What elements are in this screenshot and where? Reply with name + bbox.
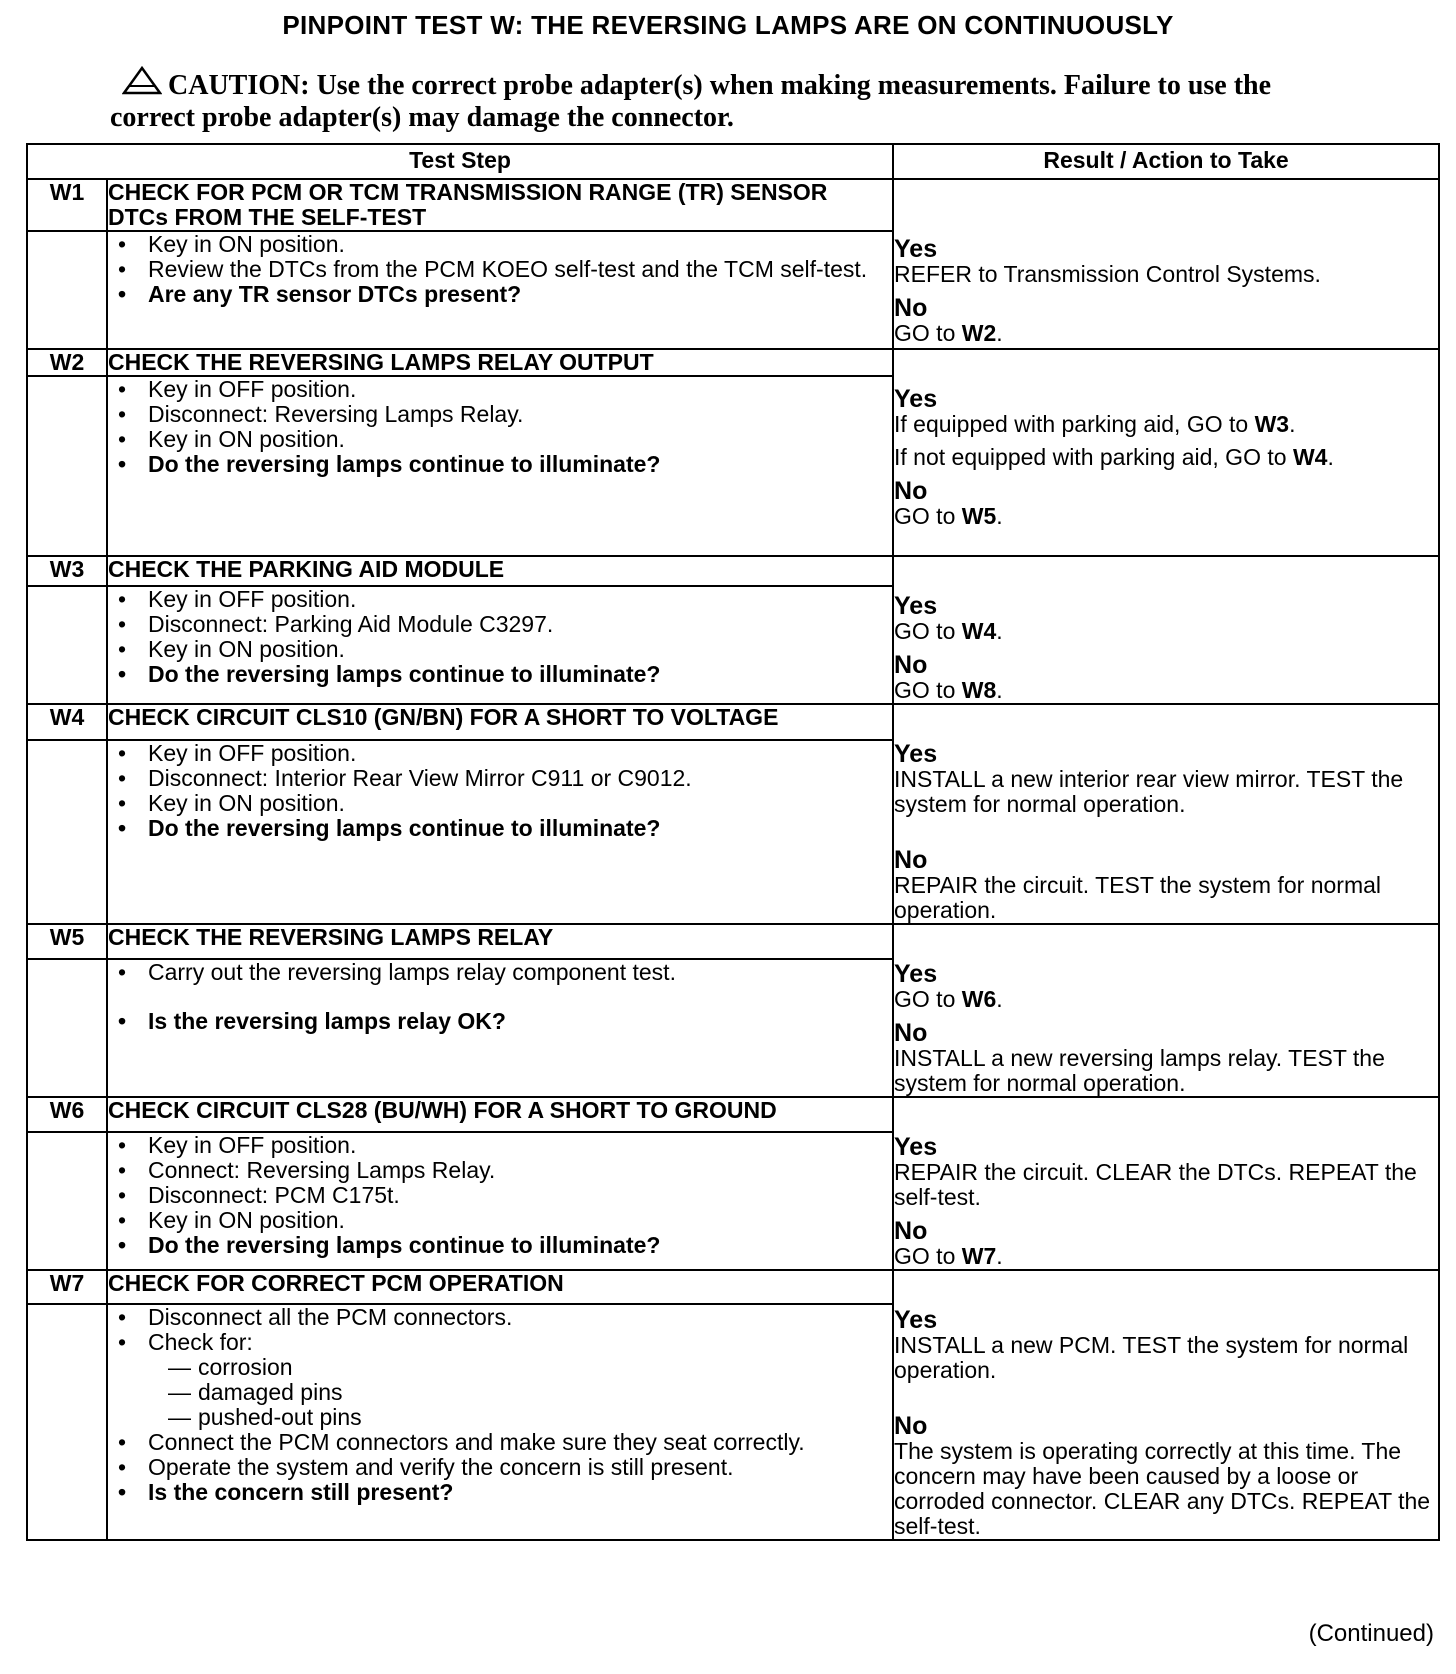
list-item: • Connect the PCM connectors and make sure they seat correctly. <box>118 1429 805 1455</box>
no-label: No <box>894 1412 928 1440</box>
step-title: CHECK THE PARKING AID MODULE <box>107 556 893 586</box>
step-title: CHECK CIRCUIT CLS28 (BU/WH) FOR A SHORT TO GROUND <box>107 1097 893 1132</box>
step-body <box>107 1304 893 1540</box>
yes-text: INSTALL a new interior rear view mirror. TEST the system for normal operation. <box>894 766 1404 817</box>
list-item: • Carry out the reversing lamps relay component test. <box>118 959 676 985</box>
caution-text: Use the correct probe adapter(s) when making measurements. Failure to use the correct probe adapter(s) may damage the connector. <box>110 70 1272 133</box>
list-item: • Are any TR sensor DTCs present? <box>118 281 522 307</box>
step-id: W6 <box>27 1097 107 1132</box>
step-result <box>893 924 1439 1097</box>
yes-label: Yes <box>894 1133 938 1161</box>
yes-label: Yes <box>894 592 938 620</box>
list-item: • Disconnect: Reversing Lamps Relay. <box>118 401 524 427</box>
list-item: • Do the reversing lamps continue to illuminate? <box>118 815 661 841</box>
no-text: GO to W5. <box>894 503 1003 529</box>
no-label: No <box>894 846 928 874</box>
step-w1-title-row <box>27 179 1439 231</box>
list-item: • Do the reversing lamps continue to illuminate? <box>118 1232 661 1258</box>
no-label: No <box>894 1019 928 1047</box>
step-body <box>107 959 893 1097</box>
yes-label: Yes <box>894 385 938 413</box>
list-item: • Key in ON position. <box>118 636 345 662</box>
no-text: REPAIR the circuit. TEST the system for normal operation. <box>894 872 1382 923</box>
sub-list-item: — pushed-out pins <box>168 1404 362 1430</box>
step-id: W5 <box>27 924 107 959</box>
yes-text: GO to W6. <box>894 986 1003 1012</box>
list-item: • Disconnect: Parking Aid Module C3297. <box>118 611 554 637</box>
step-body <box>107 586 893 704</box>
step-title: CHECK CIRCUIT CLS10 (GN/BN) FOR A SHORT TO VOLTAGE <box>107 704 893 740</box>
header-test-step: Test Step <box>27 144 893 179</box>
list-item: • Do the reversing lamps continue to illuminate? <box>118 661 661 687</box>
list-item: • Is the reversing lamps relay OK? <box>118 1008 506 1034</box>
warning-triangle-icon <box>122 66 162 96</box>
header-result: Result / Action to Take <box>893 144 1439 179</box>
yes-label: Yes <box>894 740 938 768</box>
table-header-row <box>27 144 1439 179</box>
no-label: No <box>894 294 928 322</box>
step-id: W1 <box>27 179 107 231</box>
no-text: GO to W8. <box>894 677 1003 703</box>
step-result <box>893 556 1439 704</box>
list-item: • Check for: — corrosion — damaged pins — pushed-out pins <box>108 1330 892 1430</box>
step-id: W4 <box>27 704 107 740</box>
step-title: CHECK THE REVERSING LAMPS RELAY OUTPUT <box>107 349 893 376</box>
no-label: No <box>894 477 928 505</box>
step-title: CHECK FOR PCM OR TCM TRANSMISSION RANGE (TR) SENSOR DTCs FROM THE SELF-TEST <box>107 179 893 231</box>
no-label: No <box>894 651 928 679</box>
yes-text: GO to W4. <box>894 618 1003 644</box>
continued-label: (Continued) <box>1308 1620 1434 1647</box>
list-item: • Key in OFF position. <box>118 740 357 766</box>
step-title: CHECK FOR CORRECT PCM OPERATION <box>107 1270 893 1304</box>
step-id: W3 <box>27 556 107 586</box>
step-ref: W2 <box>961 320 997 346</box>
step-w7-title-row <box>27 1270 1439 1304</box>
step-id: W7 <box>27 1270 107 1304</box>
step-id: W2 <box>27 349 107 376</box>
yes-label: Yes <box>894 235 938 263</box>
step-w4-title-row <box>27 704 1439 740</box>
list-item: • Review the DTCs from the PCM KOEO self-test and the TCM self-test. <box>118 256 868 282</box>
step-w5-title-row <box>27 924 1439 959</box>
yes-text: REFER to Transmission Control Systems. <box>894 261 1321 287</box>
step-result <box>893 704 1439 924</box>
no-label: No <box>894 1217 928 1245</box>
step-body <box>107 231 893 349</box>
no-text: GO to W7. <box>894 1243 1003 1269</box>
yes-text: INSTALL a new PCM. TEST the system for normal operation. <box>894 1332 1409 1383</box>
step-w6-title-row <box>27 1097 1439 1132</box>
list-item: • Key in ON position. <box>118 790 345 816</box>
step-body <box>107 1132 893 1270</box>
step-w2-title-row <box>27 349 1439 376</box>
page-title: PINPOINT TEST W: THE REVERSING LAMPS ARE ON CONTINUOUSLY <box>282 10 1174 40</box>
step-result <box>893 349 1439 556</box>
list-item: • Key in OFF position. <box>118 1132 357 1158</box>
list-item: • Key in OFF position. <box>118 586 357 612</box>
sub-list-item: — damaged pins <box>168 1379 343 1405</box>
yes-label: Yes <box>894 960 938 988</box>
list-item: • Disconnect: PCM C175t. <box>118 1182 400 1208</box>
caution-label: CAUTION: <box>168 70 310 101</box>
step-result <box>893 179 1439 349</box>
caution-notice <box>110 66 1350 134</box>
list-item: • Operate the system and verify the concern is still present. <box>118 1454 734 1480</box>
no-text: GO to W2. <box>894 320 1003 346</box>
step-w3-title-row <box>27 556 1439 586</box>
list-item: • Connect: Reversing Lamps Relay. <box>118 1157 496 1183</box>
list-item: • Key in ON position. <box>118 426 345 452</box>
list-item: • Key in OFF position. <box>118 376 357 402</box>
no-text: The system is operating correctly at this time. The concern may have been caused by a loose or corroded connector. CLEAR any DTCs. REPEAT the self-test. <box>894 1438 1431 1539</box>
sub-list-item: — corrosion <box>168 1354 293 1380</box>
list-item: • Key in ON position. <box>118 231 345 257</box>
list-item: • Disconnect: Interior Rear View Mirror C911 or C9012. <box>118 765 692 791</box>
yes-text: If not equipped with parking aid, GO to W4. <box>894 444 1334 470</box>
list-item: • Do the reversing lamps continue to illuminate? <box>118 451 661 477</box>
step-title: CHECK THE REVERSING LAMPS RELAY <box>107 924 893 959</box>
step-result <box>893 1097 1439 1270</box>
yes-label: Yes <box>894 1306 938 1334</box>
step-body <box>107 740 893 924</box>
no-text: INSTALL a new reversing lamps relay. TEST the system for normal operation. <box>894 1045 1385 1096</box>
pinpoint-test-table <box>26 143 1440 1541</box>
yes-text: If equipped with parking aid, GO to W3. <box>894 411 1296 437</box>
yes-text: REPAIR the circuit. CLEAR the DTCs. REPEAT the self-test. <box>894 1159 1417 1210</box>
list-item: • Is the concern still present? <box>118 1479 454 1505</box>
list-item: • Key in ON position. <box>118 1207 345 1233</box>
list-item: • Disconnect all the PCM connectors. <box>118 1304 513 1330</box>
step-body <box>107 376 893 556</box>
step-result <box>893 1270 1439 1540</box>
